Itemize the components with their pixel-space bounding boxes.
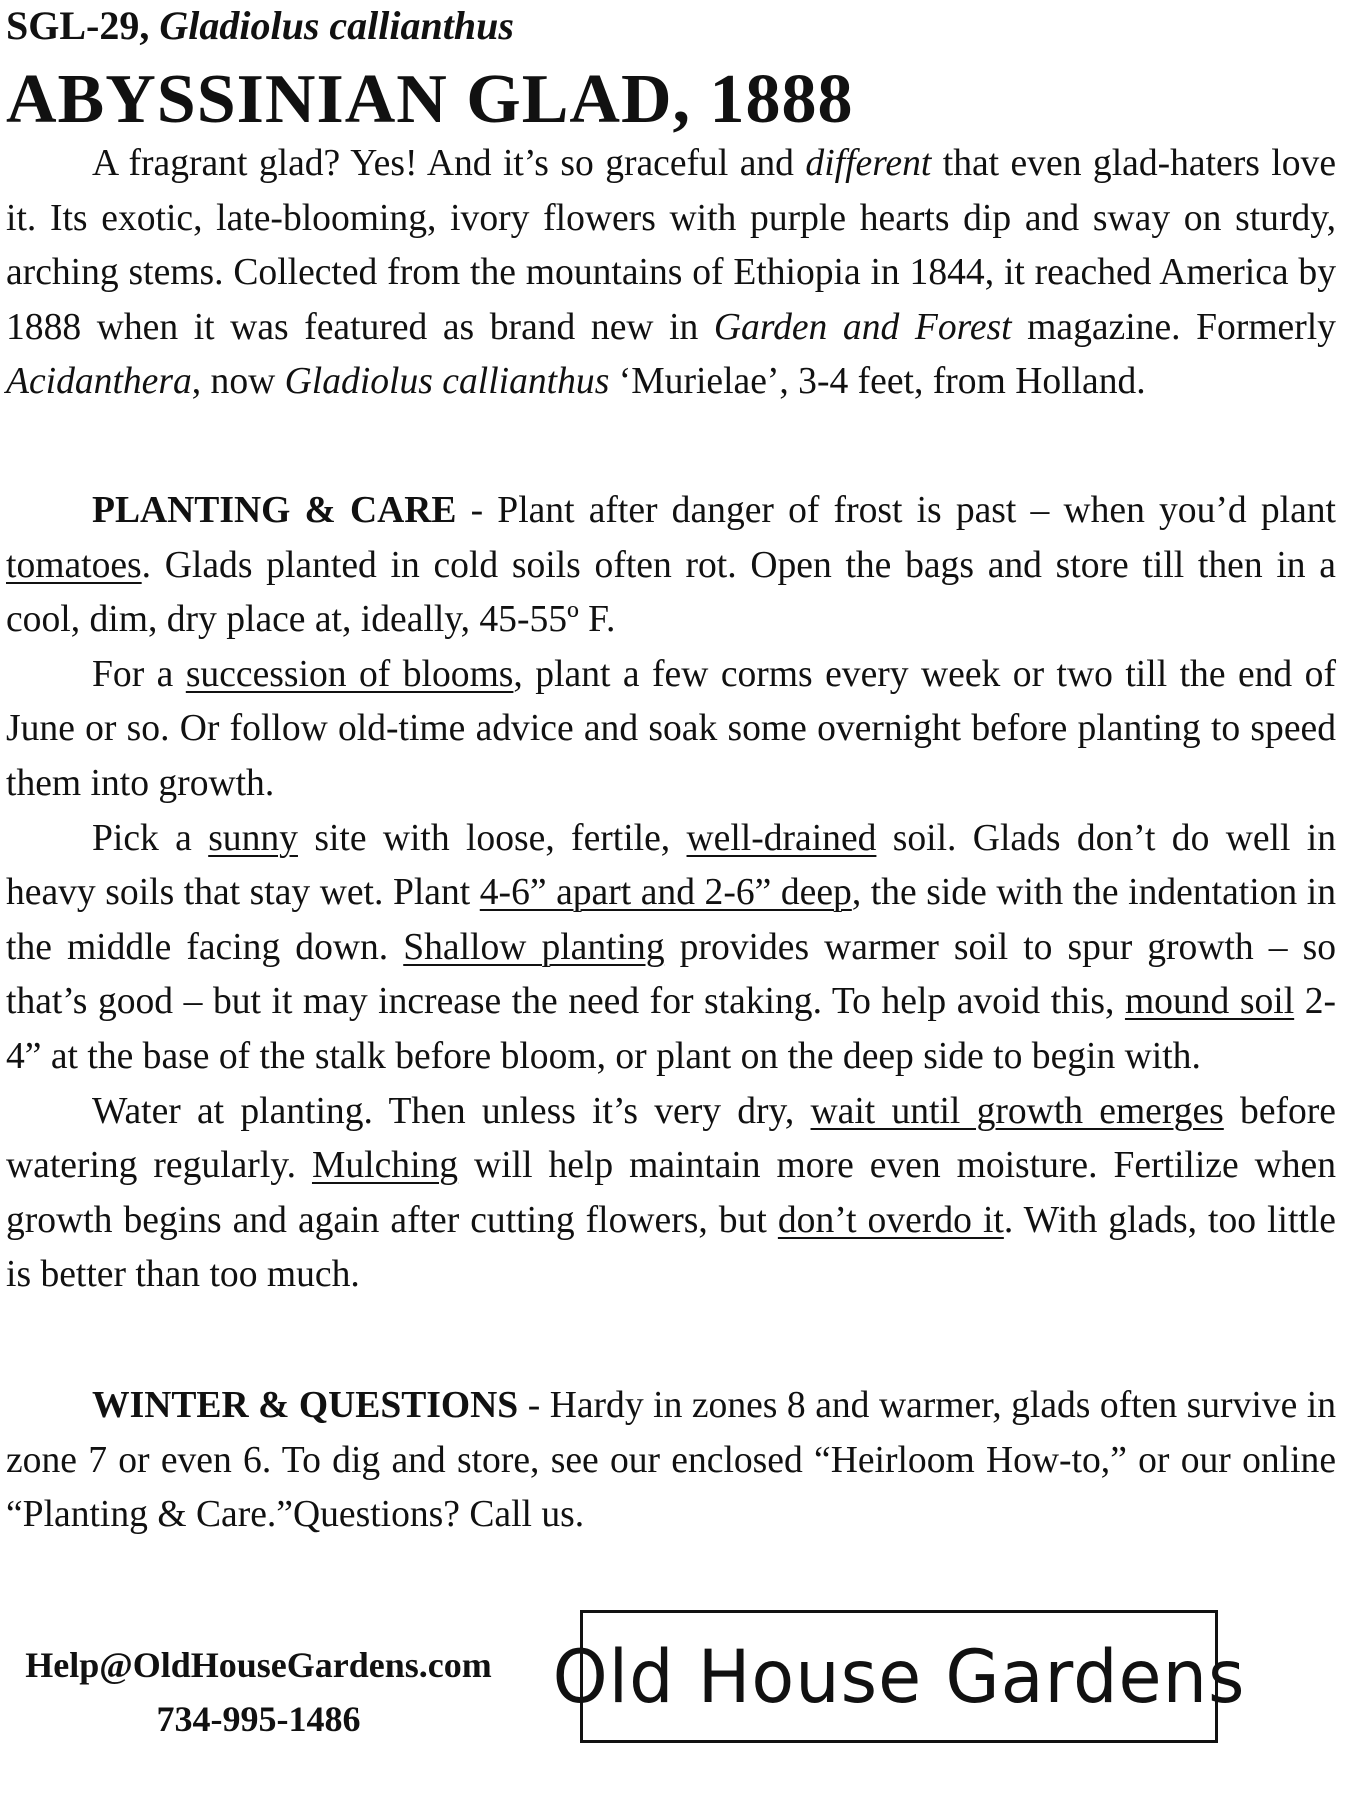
paragraph-text: soil. Glads don’t do well in heavy soils that stay wet. Plant (6, 817, 1336, 914)
contact-phone[interactable]: 734-995-1486 (156, 1699, 361, 1739)
underlined-phrase: tomatoes (6, 544, 142, 586)
botanical-name-inline: Gladiolus callianthus (284, 361, 610, 403)
underlined-phrase: mound soil (1124, 981, 1295, 1023)
underlined-phrase: 4-6” apart and 2-6” deep (479, 872, 852, 914)
intro-text: magazine. Formerly (1011, 306, 1336, 348)
paragraph-text: will help maintain more even moisture. Fertilize when growth begins and again after cutting flowers, but (6, 1145, 1336, 1241)
paragraph-text: Pick a (92, 817, 209, 859)
planting-paragraph-4 (6, 1085, 1336, 1303)
product-code-line (6, 4, 514, 48)
paragraph-text: provides warmer soil to spur growth – so that’s good – but it may increase the need for staking. To help avoid this, (6, 926, 1336, 1023)
product-code: SGL-29, (6, 3, 150, 48)
page-title: ABYSSINIAN GLAD, 1888 (6, 61, 854, 138)
underlined-phrase: Shallow planting (403, 926, 665, 968)
intro-text: that even glad-haters love it. Its exotic, late-blooming, ivory flowers with purple hearts dip and sway on sturdy, arching stems. Collected from the mountains of Ethiopia in 1844, it reached America by 1888 when it was featured as brand new in (6, 143, 1336, 348)
paragraph-text: . Glads planted in cold soils often rot. Open the bags and store till then in a cool, dim, dry place at, ideally, 45-55º F. (6, 544, 1336, 641)
intro-text: A fragrant glad? Yes! And it’s so graceful and (92, 143, 806, 184)
intro-emphasis: different (805, 143, 932, 184)
paragraph-text: . With glads, too little is better than too much. (6, 1199, 1336, 1296)
paragraph-text: , plant a few corms every week or two till the end of June or so. Or follow old-time advice and soak some overnight before planting to speed them into growth. (6, 653, 1336, 804)
logo-box (552, 1610, 1246, 1743)
underlined-phrase: don’t overdo it (777, 1199, 1004, 1241)
intro-section (6, 137, 1336, 410)
intro-text: ‘Murielae’, 3-4 feet, from Holland. (609, 361, 1146, 403)
paragraph-text: , the side with the indentation in the middle facing down. (6, 872, 1337, 968)
magazine-name: Garden and Forest (713, 306, 1012, 348)
intro-text: , now (191, 361, 285, 403)
company-logo: Old House Gardens (552, 1633, 1246, 1720)
underlined-phrase: Mulching (311, 1145, 459, 1187)
contact-email[interactable]: Help@OldHouseGardens.com (25, 1645, 492, 1685)
winter-heading: WINTER & QUESTIONS (92, 1385, 519, 1426)
paragraph-text: Water at planting. Then unless it’s very dry, (92, 1090, 811, 1132)
underlined-phrase: well-drained (686, 817, 877, 859)
former-genus: Acidanthera (6, 361, 192, 403)
paragraph-text: For a (92, 653, 186, 695)
planting-paragraph-1 (6, 484, 1336, 648)
winter-paragraph (6, 1379, 1336, 1543)
planting-paragraph-2 (6, 648, 1336, 812)
underlined-phrase: wait until growth emerges (810, 1090, 1224, 1132)
planting-paragraph-3 (6, 812, 1336, 1085)
underlined-phrase: sunny (208, 817, 298, 859)
winter-questions-section (6, 1379, 1336, 1543)
underlined-phrase: succession of blooms (185, 653, 514, 695)
planting-heading: PLANTING & CARE (92, 490, 457, 531)
paragraph-text: 2-4” at the base of the stalk before bloom, or plant on the deep side to begin with. (6, 981, 1337, 1077)
planting-care-section (6, 484, 1336, 1303)
contact-info (6, 1638, 511, 1746)
paragraph-text: site with loose, fertile, (297, 817, 687, 859)
intro-paragraph (6, 137, 1336, 410)
paragraph-text: before watering regularly. (6, 1090, 1336, 1187)
paragraph-text: - Plant after danger of frost is past – when you’d plant (456, 490, 1336, 531)
paragraph-text: - Hardy in zones 8 and warmer, glads often survive in zone 7 or even 6. To dig and store, see our enclosed “Heirloom How-to,” or our online “Planting & Care.”Questions? Call us. (6, 1385, 1336, 1536)
botanical-name: Gladiolus callianthus (159, 3, 514, 48)
